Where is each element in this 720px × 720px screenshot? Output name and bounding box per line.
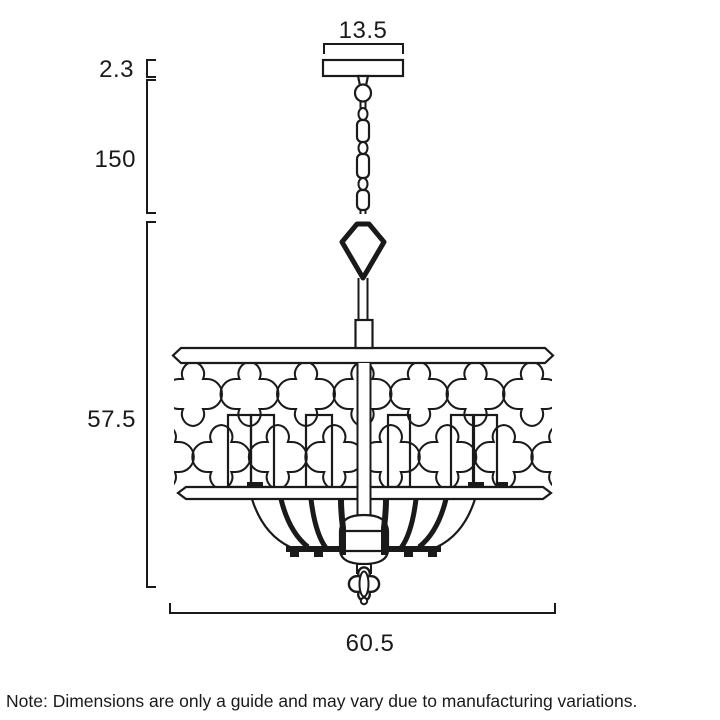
- bracket-canopy-width: [324, 44, 403, 54]
- dim-canopy-height-label: 2.3: [99, 56, 134, 83]
- dim-chain-drop-label: 150: [94, 146, 136, 173]
- ceiling-canopy: [323, 60, 403, 102]
- bottom-finial: [349, 564, 379, 604]
- dim-body-height-label: 57.5: [87, 406, 136, 433]
- kite-ornament: [342, 224, 384, 321]
- manufacturing-note: Note: Dimensions are only a guide and may vary due to manufacturing variations.: [6, 691, 638, 711]
- shade-top-rim: [173, 348, 553, 363]
- dim-canopy-width-label: 13.5: [338, 17, 388, 44]
- chain: [357, 100, 369, 214]
- arms-left: [252, 499, 343, 557]
- bracket-body-height: [147, 222, 156, 587]
- bracket-chain-drop: [147, 80, 156, 213]
- dim-total-width-label: 60.5: [345, 630, 395, 657]
- arms-right: [384, 499, 475, 557]
- bracket-canopy-height: [147, 60, 156, 77]
- bottom-hub: [340, 515, 388, 564]
